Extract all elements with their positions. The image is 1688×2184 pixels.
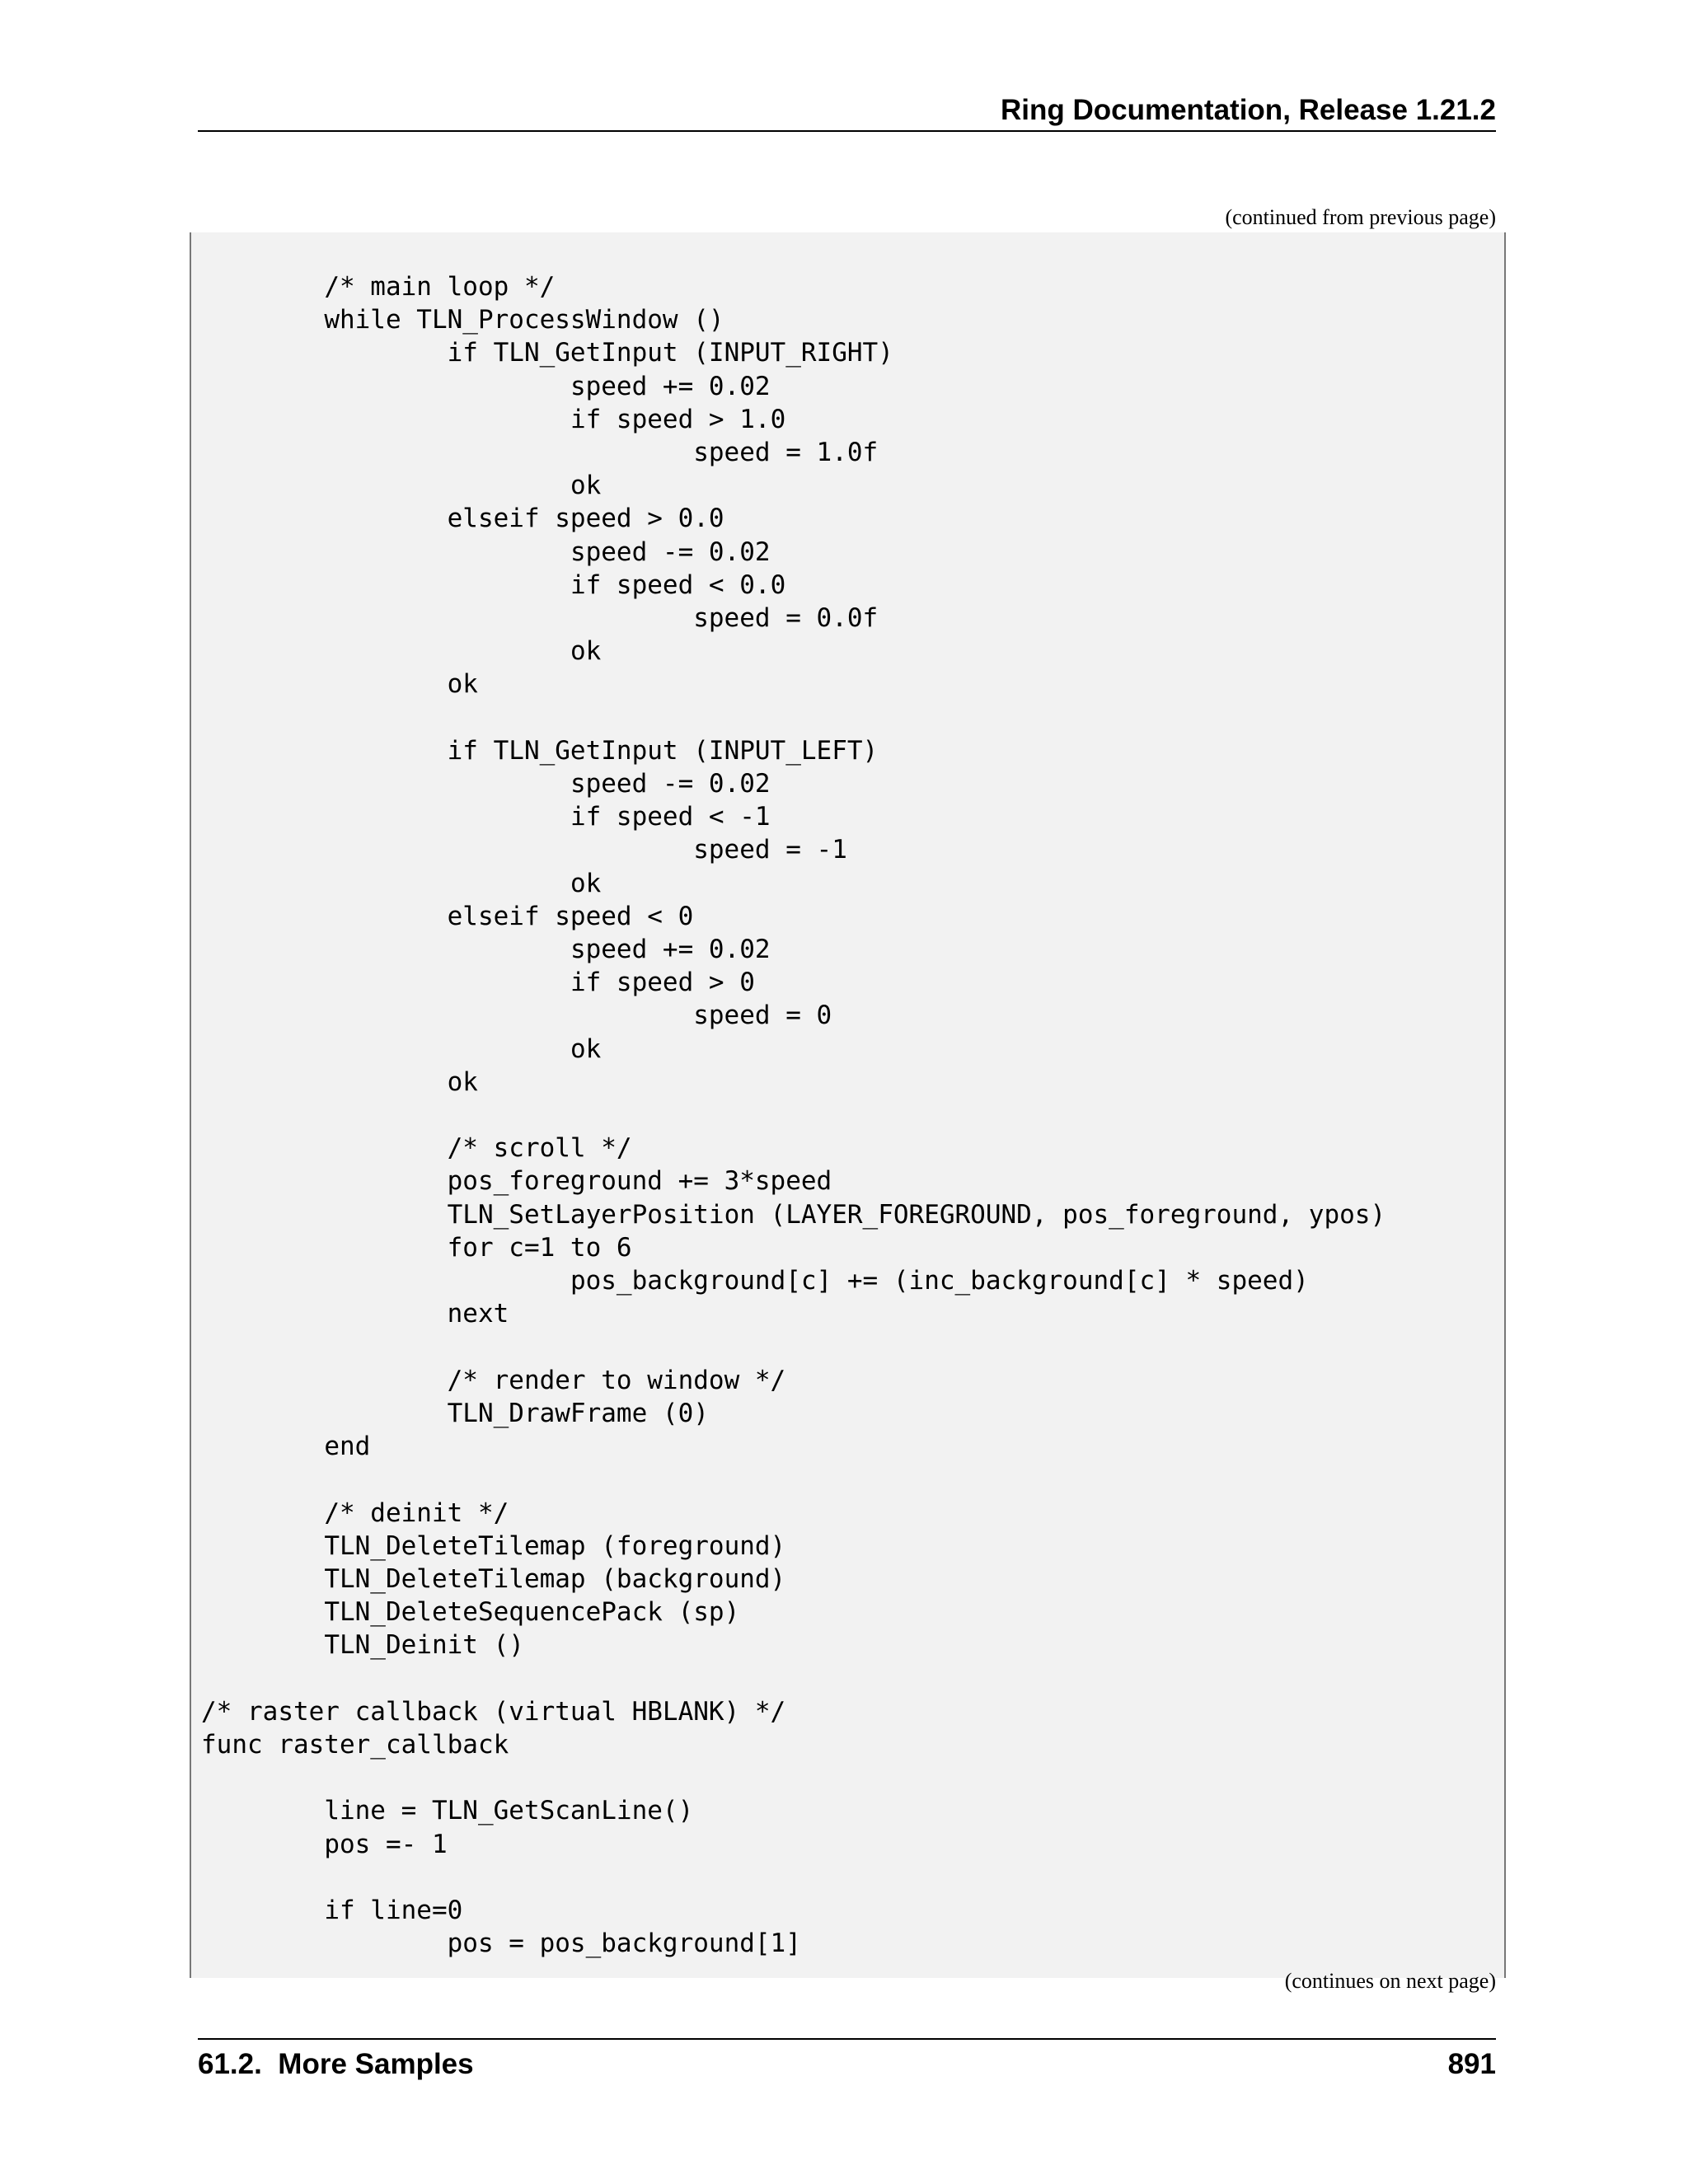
page-header-title: Ring Documentation, Release 1.21.2 bbox=[1000, 94, 1496, 126]
code-text: /* main loop */ while TLN_ProcessWindow () if TLN_GetInput (INPUT_RIGHT) speed += 0.02 if speed > 1.0 speed = 1.0f ok elseif speed > 0.0 speed -= 0.02 if speed < 0.0 speed = 0.0f ok ok if TLN_GetInput (INPUT_LEFT) speed -= 0.02 if speed < -1 speed = -1 ok elseif speed < 0 speed += 0.02 if speed > 0 speed = 0 ok ok /* scroll */ pos_foreground += 3*speed TLN_SetLayerPosition (LAYER_FOREGROUND, pos_foreground, ypos) for c=1 to 6 pos_background[c] += (inc_background[c] * speed) next /* render to window */ TLN_DrawFrame (0) end /* deinit */ TLN_DeleteTilemap (foreground) TLN_DeleteTilemap (background) TLN_DeleteSequencePack (sp) TLN_Deinit () /* raster callback (virtual HBLANK) */ func raster_callback line = TLN_GetScanLine() pos =- 1 if line=0 pos = pos_background[1] bbox=[201, 272, 1386, 1959]
footer-section-title: 61.2. More Samples bbox=[198, 2048, 474, 2080]
code-block bbox=[190, 232, 1506, 1978]
continued-from-note: (continued from previous page) bbox=[1225, 205, 1496, 229]
continues-on-note: (continues on next page) bbox=[1284, 1969, 1496, 1993]
footer-divider bbox=[198, 2038, 1496, 2040]
header-divider bbox=[198, 130, 1496, 132]
page-number: 891 bbox=[1447, 2048, 1496, 2080]
